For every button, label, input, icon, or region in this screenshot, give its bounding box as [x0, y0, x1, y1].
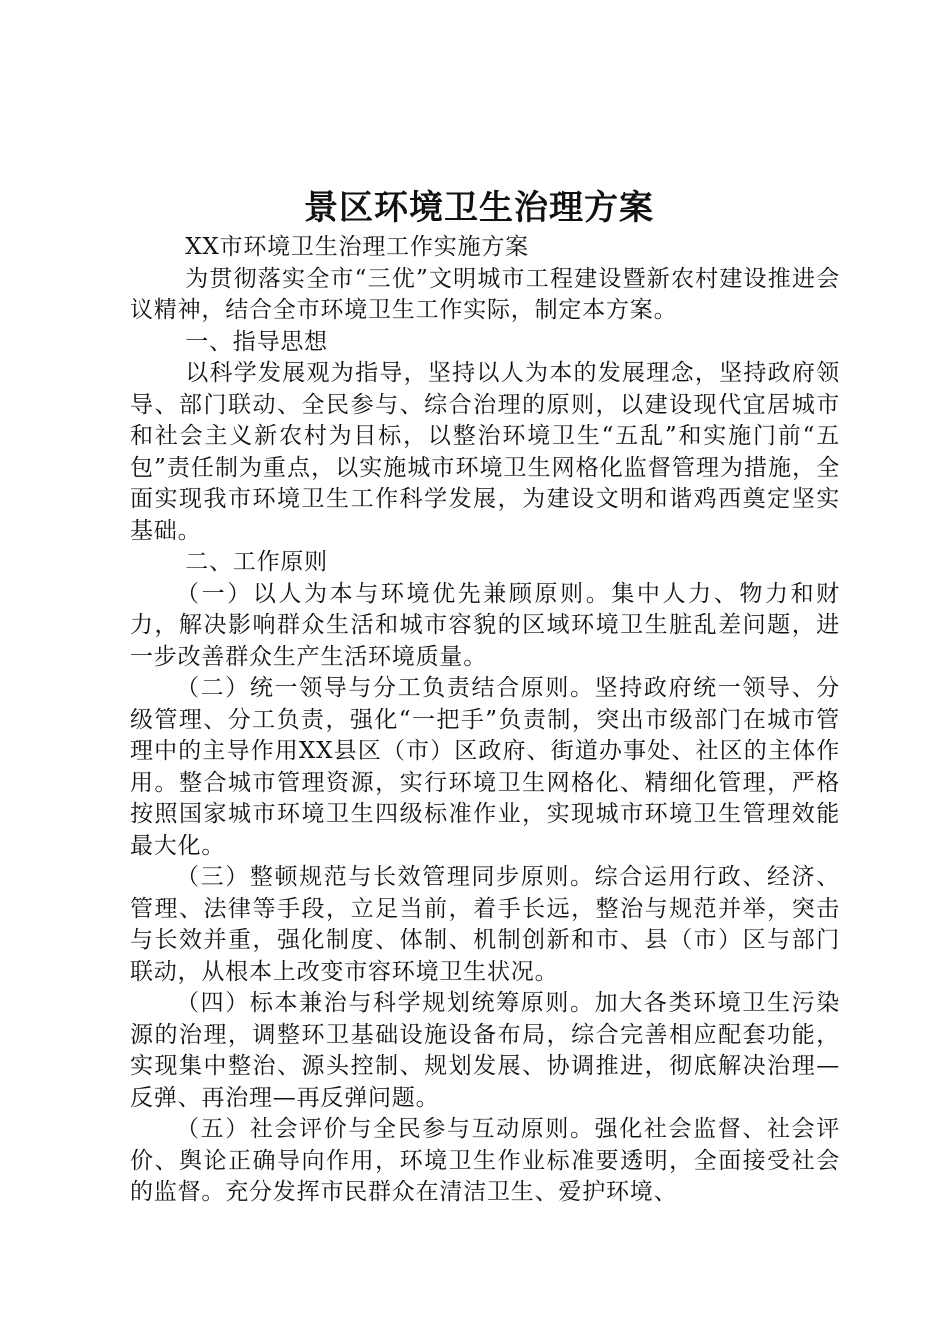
- body-paragraph: （三）整顿规范与长效管理同步原则。综合运用行政、经济、管理、法律等手段，立足当前，着手长远，整治与规范并举，突击与长效并重，强化制度、体制、机制创新和市、县（市）区与部门联动，从根本上改变市容环境卫生状况。: [130, 864, 840, 985]
- body-paragraph: （四）标本兼治与科学规划统筹原则。加大各类环境卫生污染源的治理，调整环卫基础设施设备布局，综合完善相应配套功能，实现集中整治、源头控制、规划发展、协调推进，彻底解决治理—反弹、再治理—再反弹问题。: [130, 990, 840, 1111]
- subtitle-paragraph: XX市环境卫生治理工作实施方案: [185, 234, 529, 260]
- section-heading: 二、工作原则: [185, 549, 328, 575]
- body-paragraph: （一）以人为本与环境优先兼顾原则。集中人力、物力和财力，解决影响群众生活和城市容貌的区域环境卫生脏乱差问题，进一步改善群众生产生活环境质量。: [130, 580, 840, 670]
- body-paragraph: 为贯彻落实全市“三优”文明城市工程建设暨新农村建设推进会议精神，结合全市环境卫生工作实际，制定本方案。: [130, 265, 840, 323]
- document-title: 景区环境卫生治理方案: [304, 188, 654, 228]
- body-paragraph: 以科学发展观为指导，坚持以人为本的发展理念，坚持政府领导、部门联动、全民参与、综合治理的原则，以建设现代宜居城市和社会主义新农村为目标，以整治环境卫生“五乱”和实施门前“五包”责任制为重点，以实施城市环境卫生网格化监督管理为措施，全面实现我市环境卫生工作科学发展，为建设文明和谐鸡西奠定坚实基础。: [130, 360, 840, 544]
- body-paragraph: （五）社会评价与全民参与互动原则。强化社会监督、社会评价、舆论正确导向作用，环境卫生作业标准要透明，全面接受社会的监督。充分发挥市民群众在清洁卫生、爱护环境、: [130, 1116, 840, 1205]
- document-body: [130, 232, 840, 1209]
- section-heading: 一、指导思想: [185, 328, 328, 355]
- body-paragraph: （二）统一领导与分工负责结合原则。坚持政府统一领导、分级管理、分工负责，强化“一把手”负责制，突出市级部门在城市管理中的主导作用XX县区（市）区政府、街道办事处、社区的主体作用。整合城市管理资源，实行环境卫生网格化、精细化管理，严格按照国家城市环境卫生四级标准作业，实现城市环境卫生管理效能最大化。: [130, 675, 840, 859]
